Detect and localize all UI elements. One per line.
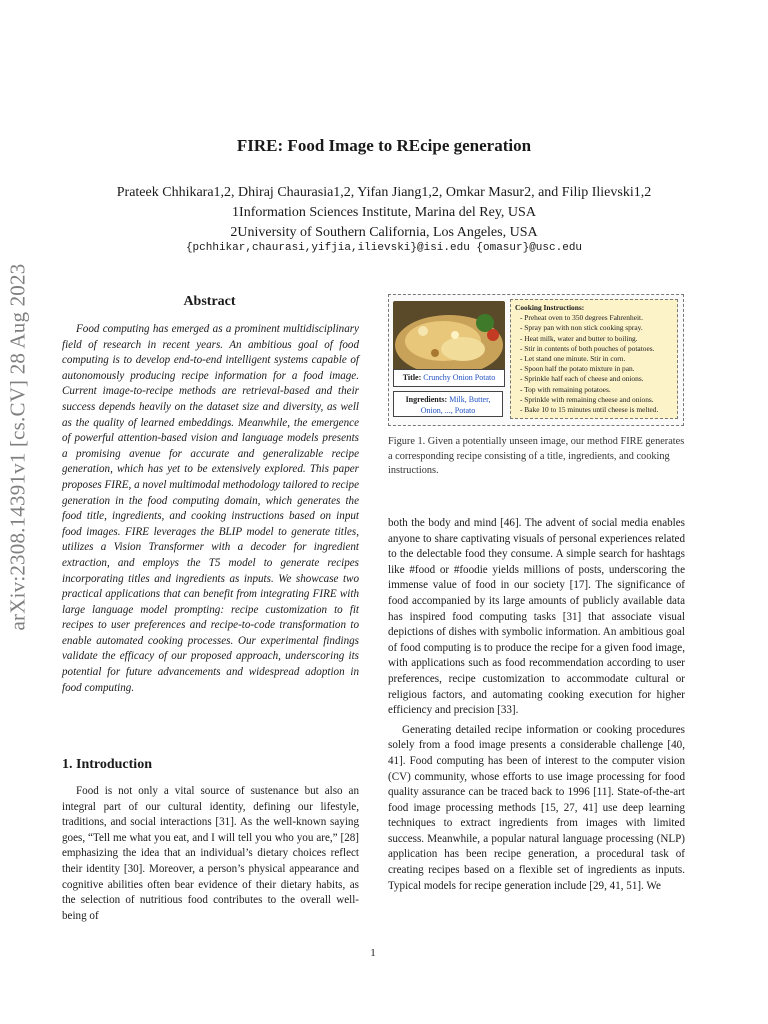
figure-caption: Figure 1. Given a potentially unseen image, our method FIRE generates a corresponding recipe consisting of a title, ingredients, and cooking instructions. (388, 436, 685, 476)
instruction-step: - Sprinkle with remaining cheese and onions. (520, 394, 654, 404)
affiliation-1: 1Information Sciences Institute, Marina del Rey, USA (232, 205, 536, 220)
figure-ingredients-value: Milk, Butter, Onion, ..., Potato (420, 395, 491, 415)
intro-paragraph: both the body and mind [46]. The advent of social media enables anyone to share captivating visuals of personal experiences related to the delectable food they consume. A simple search for hashtags like #food or #foodie yields millions of posts, underscoring the immense value of food in our society [17]. The significance of food accompanied by its large amounts of publicly available data has inspired food computing tasks [31] that associate visual depictions of dishes with symbolic information. An ambitious goal of food computing is to produce the recipe for a given food image, with applications such as food recommendation according to user preferences, recipe customization to accommodate cultural or religious factors, and automating cooking execution for higher efficiency and precision [33]. (388, 517, 685, 717)
instruction-step: - Let stand one minute. Stir in corn. (520, 354, 626, 364)
paper-title: FIRE: Food Image to REcipe generation (236, 136, 532, 155)
abstract-text: Food computing has emerged as a prominent multidisciplinary field of research in recent years. An ambitious goal of food computing is to develop end-to-end intelligent systems capable of autonomously producing recipe information for a food image. Current image-to-recipe methods are retrieval-based and their success depends heavily on the dataset size and diversity, as well as the quality of learned embeddings. Meanwhile, the emergence of powerful attention-based vision and language models presents a promising avenue for accurate and generalizable recipe generation, which has yet to be extensively explored. This paper proposes FIRE, a novel multimodal methodology tailored to recipe generation in the food computing domain, which generates the food title, ingredients, and cooking instructions based on input food images. FIRE leverages the BLIP model to generate titles, utilizes a Vision Transformer with a decoder for ingredient extraction, and employs the T5 model to generate recipes incorporating titles and ingredients as inputs. We showcase two practical applications that can benefit from integrating FIRE with large language model prompting: recipe customization to fit recipes to user preferences and recipe-to-code transformation to enable automated cooking processes. Our experimental findings validate the efficacy of our proposed approach, underscoring its potential for future advancements and widespread adoption in food computing. (62, 323, 359, 694)
author-list: Prateek Chhikara1,2, Dhiraj Chaurasia1,2, Yifan Jiang1,2, Omkar Masur2, and Filip Ilievski1,2 (116, 185, 652, 200)
food-image (393, 301, 505, 373)
figure-ingredients-box (393, 391, 503, 417)
arxiv-identifier: arXiv:2308.14391v1 [cs.CV] 28 Aug 2023 (5, 263, 30, 631)
author-block (0, 183, 768, 243)
affiliation-2: 2University of Southern California, Los Angeles, USA (230, 225, 538, 240)
figure-title-value: Crunchy Onion Potato (423, 373, 496, 382)
instruction-step: - Sprinkle half each of cheese and onions. (520, 374, 644, 384)
instruction-step: - Stir in contents of both pouches of potatoes. (520, 343, 655, 353)
instructions-heading: Cooking Instructions: (515, 303, 585, 312)
instruction-step: - Spray pan with non stick cooking spray. (520, 323, 643, 333)
author-emails: {pchhikar,chaurasi,yifjia,ilievski}@isi.edu {omasur}@usc.edu (185, 242, 583, 254)
instruction-step: - Heat milk, water and butter to boiling. (520, 333, 638, 343)
figure-title-label: Title: (402, 373, 422, 382)
abstract-heading: Abstract (183, 294, 236, 309)
instruction-step: - Top with remaining potatoes. (520, 384, 611, 394)
figure-title-box (393, 369, 505, 387)
intro-paragraph-left: Food is not only a vital source of sustenance but also an integral part of our cultural identity, defining our lifestyle, traditions, and social interactions [31]. As the well-known saying goes, “Tell me what you eat, and I will tell you who you are,” [28] emphasizing the idea that an individual’s dietary choices reflect their identity [30]. Moreover, a person’s physical appearance and cognitive abilities often bear evidence of their dietary habits, as the selection of nutritious food contributes to the overall well-being of (62, 785, 359, 922)
figure-instructions-box (510, 299, 678, 419)
figure-1 (388, 294, 684, 426)
figure-ingredients-label: Ingredients: (405, 395, 448, 404)
page-number: 1 (370, 947, 376, 959)
instruction-step: - Preheat oven to 350 degrees Fahrenheit. (520, 313, 643, 323)
instruction-step: - Spoon half the potato mixture in pan. (520, 364, 635, 374)
instruction-step: - Bake 10 to 15 minutes until cheese is melted. (520, 405, 659, 415)
intro-column-right (388, 516, 685, 898)
intro-paragraph: Generating detailed recipe information or cooking procedures solely from a food image presents a considerable challenge [40, 41]. Food computing has been of interest to the computer vision (CV) community, whose efforts to use image processing for food quality assurance can be traced back to 1996 [11]. State-of-the-art food image processing methods [15, 27, 41] use deep learning techniques to extract ingredients from images with limited success. Meanwhile, a popular natural language processing (NLP) application has been recipe generation, a procedural task of creating recipes based on a flexible set of ingredients as inputs. Typical models for recipe generation include [29, 41, 51]. We (388, 723, 685, 892)
section-heading-introduction: 1. Introduction (62, 757, 152, 772)
